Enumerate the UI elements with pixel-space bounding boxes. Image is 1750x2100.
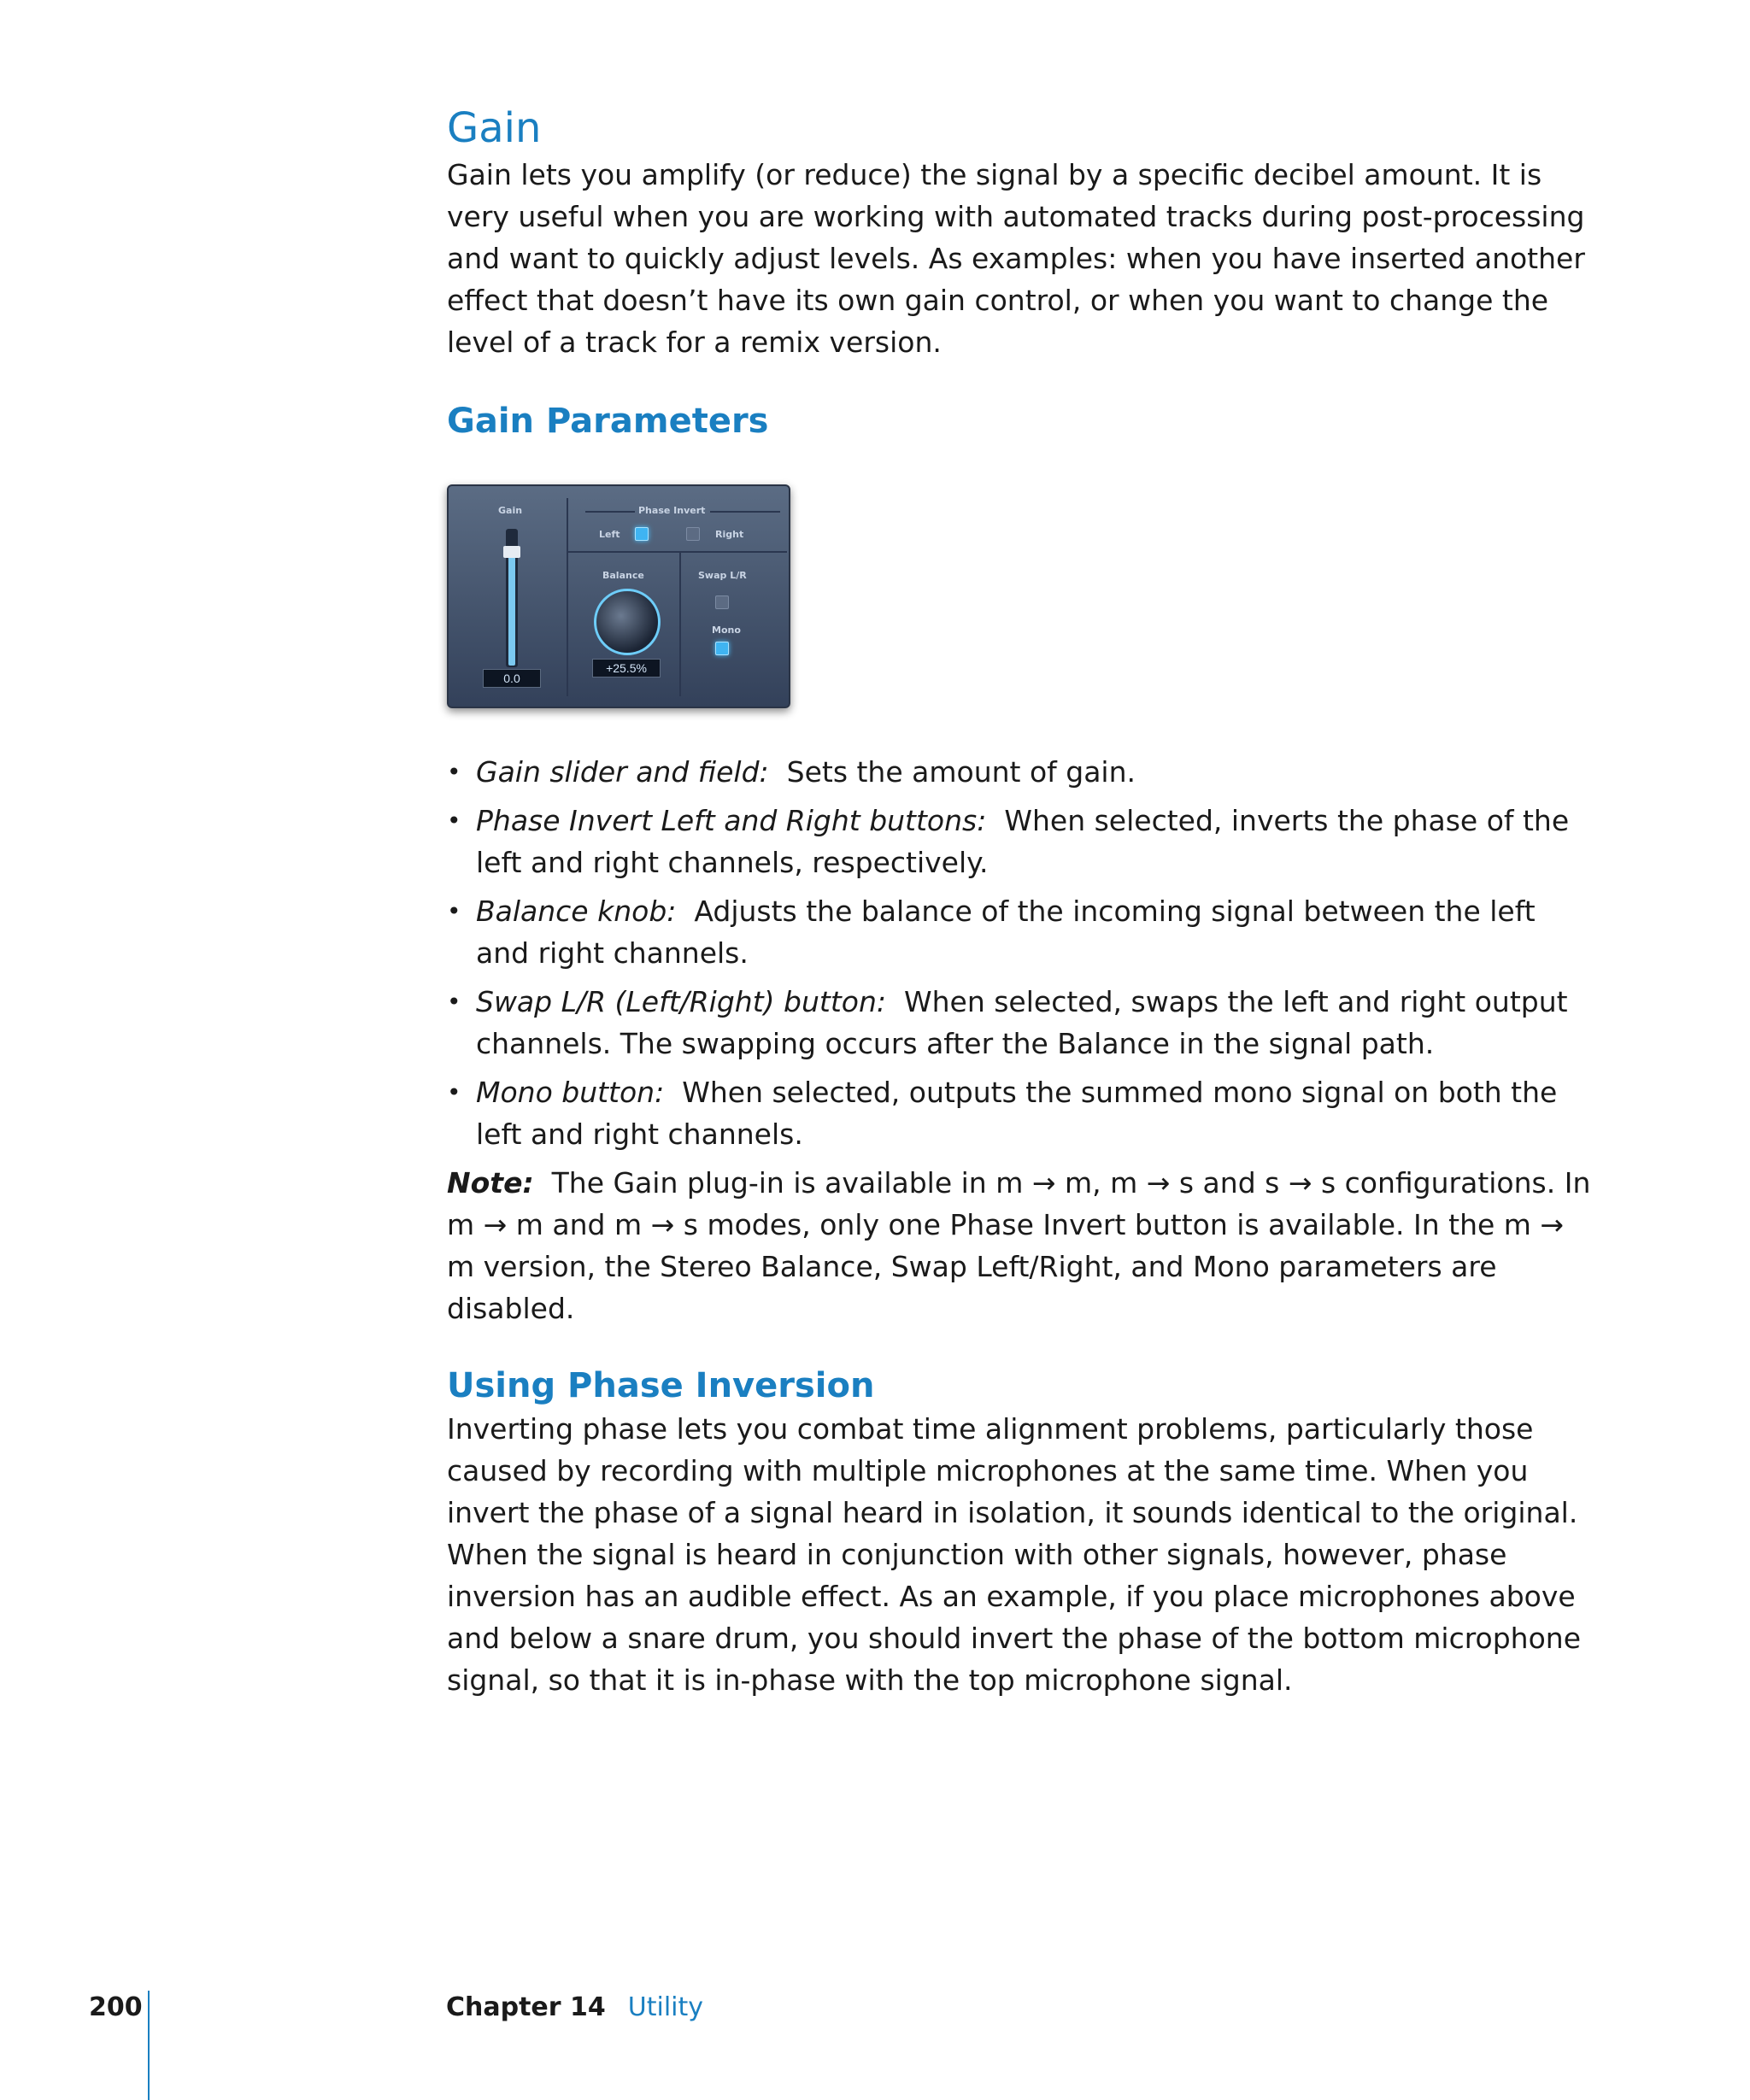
mono-label: Mono xyxy=(712,625,741,636)
bullet-term: Balance knob: xyxy=(476,895,677,928)
footer-rule xyxy=(148,1991,150,2100)
chapter-number: Chapter 14 xyxy=(446,1992,606,2022)
phase-paragraph: Inverting phase lets you combat time alignment problems, particularly those caused by recording with multiple microphones at the same time. When you invert the phase of a signal heard in isolation, it sounds identical to the original. When the signal is heard in conjunction with other signals, however, phase inversion has an audible effect. As an example, if you place microphones above and below a snare drum, you should invert the phase of the bottom microphone signal, so that it is in-phase with the top microphone signal. xyxy=(447,1412,1582,1697)
phase-invert-label: Phase Invert xyxy=(638,505,706,516)
bullet-desc: When selected, outputs the summed mono signal on both the left and right channels. xyxy=(476,1076,1558,1151)
panel-divider xyxy=(679,553,681,696)
gain-value-field[interactable]: 0.0 xyxy=(483,669,541,688)
gain-plugin-panel xyxy=(447,484,790,708)
balance-value-field[interactable]: +25.5% xyxy=(592,659,661,678)
bullet-term: Mono button: xyxy=(476,1076,665,1109)
gain-parameters-title: Gain Parameters xyxy=(447,402,769,441)
bullet-term: Phase Invert Left and Right buttons: xyxy=(476,804,987,837)
swap-label: Swap L/R xyxy=(698,570,747,581)
gain-label: Gain xyxy=(498,505,523,516)
phase-right-button[interactable] xyxy=(686,527,700,541)
bullet-desc: When selected, inverts the phase of the left and right channels, respectively. xyxy=(476,804,1570,879)
list-item xyxy=(447,751,1592,793)
note-label: Note: xyxy=(447,1166,534,1200)
list-item xyxy=(447,800,1592,883)
chapter-name: Utility xyxy=(627,1992,704,2022)
bullet-term: Gain slider and field: xyxy=(476,755,769,789)
phase-left-button[interactable] xyxy=(635,527,649,541)
gain-slider-fill xyxy=(508,553,515,666)
plugin-screenshot xyxy=(447,484,1592,708)
bullet-desc: Sets the amount of gain. xyxy=(786,755,1136,789)
intro-paragraph: Gain lets you amplify (or reduce) the signal by a specific decibel amount. It is very useful when you are working with automated tracks during post-processing and want to quickly adjust levels. As examples: when you have inserted another effect that doesn’t have its own gain control, or when you want to change the level of a track for a remix version. xyxy=(447,158,1585,359)
panel-divider xyxy=(585,511,635,513)
panel-divider xyxy=(568,551,787,553)
list-item xyxy=(447,890,1592,974)
page-content xyxy=(447,103,1592,1701)
parameter-list xyxy=(447,751,1592,1155)
chapter-label xyxy=(446,1992,703,2022)
section-title: Gain xyxy=(447,104,542,152)
bullet-term: Swap L/R (Left/Right) button: xyxy=(476,985,886,1018)
right-label: Right xyxy=(715,529,744,540)
phase-inversion-title: Using Phase Inversion xyxy=(447,1366,875,1405)
swap-lr-button[interactable] xyxy=(715,595,729,609)
note-paragraph xyxy=(447,1162,1592,1329)
balance-knob[interactable] xyxy=(594,589,661,655)
list-item xyxy=(447,981,1592,1065)
panel-divider xyxy=(710,511,780,513)
page-number: 200 xyxy=(89,1992,143,2022)
gain-slider-thumb[interactable] xyxy=(503,546,520,558)
bullet-desc: When selected, swaps the left and right output channels. The swapping occurs after the Balance in the signal path. xyxy=(476,985,1568,1060)
note-text: The Gain plug-in is available in m → m, m → s and s → s configurations. In m → m and m → s modes, only one Phase Invert button is available. In the m → m version, the Stereo Balance, Swap Left/Right, and Mono parameters are disabled. xyxy=(447,1166,1591,1325)
list-item xyxy=(447,1071,1592,1155)
bullet-desc: Adjusts the balance of the incoming signal between the left and right channels. xyxy=(476,895,1536,970)
panel-divider xyxy=(567,498,568,696)
balance-label: Balance xyxy=(602,570,644,581)
mono-button[interactable] xyxy=(715,642,729,655)
left-label: Left xyxy=(599,529,620,540)
